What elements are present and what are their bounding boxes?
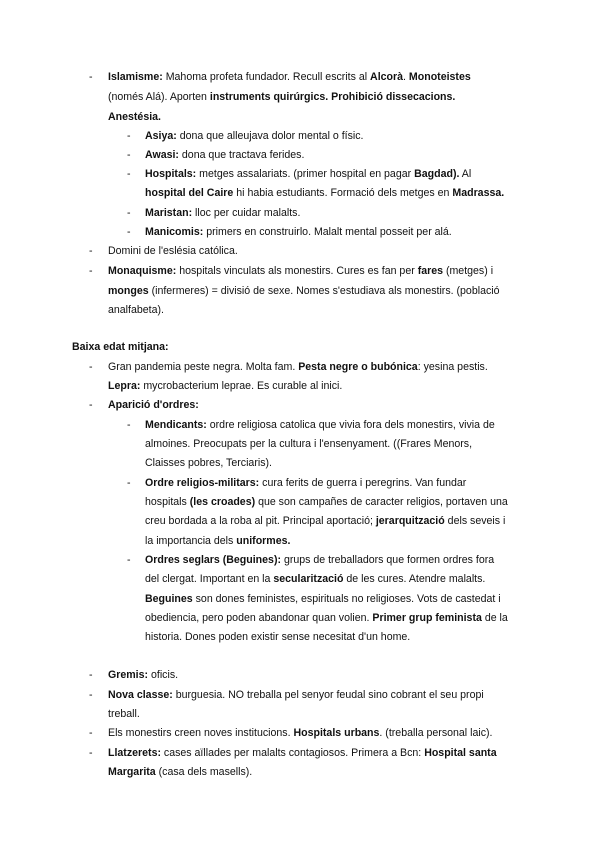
bullet-dash: - [89,399,93,411]
bullet-dash: - [127,168,131,180]
hospitals-line1: Hospitals: metges assalariats. (primer hospital en pagar Bagdad). Al [145,168,472,180]
peste-line1: Gran pandemia peste negra. Molta fam. Pesta negre o bubónica: yesina pestis. [108,361,488,373]
islamisme-line2: (només Alá). Aporten instruments quirúrgics. Prohibició dissecacions. [108,91,456,103]
section-heading: Baixa edat mitjana: [72,341,169,353]
seglars-line2: del clergat. Important en la secularització de les cures. Atendre malalts. [145,573,486,585]
nova-classe-line2: treball. [108,708,140,720]
bullet-dash: - [127,207,131,219]
bullet-dash: - [127,419,131,431]
llatzerets-line1: Llatzerets: cases aïllades per malalts contagiosos. Primera a Bcn: Hospital santa [108,747,497,759]
seglars-line5: historia. Dones poden existir sense necesitat d'un home. [145,631,411,643]
religios-militars-line2: hospitals (les croades) que son campañes de caracter religios, portaven una [145,496,508,508]
monaquisme-line3: analfabeta). [108,304,164,316]
hospitals-line2: hospital del Caire hi habia estudiants. Formació dels metges en Madrassa. [145,187,505,199]
seglars-line3: Beguines son dones feministes, espirituals no religioses. Vots de castedat i [145,593,501,605]
bullet-dash: - [89,669,93,681]
monaquisme-line1: Monaquisme: hospitals vinculats als monestirs. Cures es fan per fares (metges) i [108,265,494,277]
maristan-item: Maristan: lloc per cuidar malalts. [145,207,301,219]
monestirs-item: Els monestirs creen noves institucions. Hospitals urbans. (treballa personal laic). [108,727,493,739]
mendicants-line2: almoines. Preocupats per la cultura i l'ensenyament. ((Frares Menors, [145,438,473,450]
mendicants-line1: Mendicants: ordre religiosa catolica que vivia fora dels monestirs, vivia de [145,419,495,431]
llatzerets-line2: Margarita (casa dels masells). [108,766,253,778]
bullet-dash: - [89,747,93,759]
bullet-dash: - [89,265,93,277]
nova-classe-line1: Nova classe: burguesia. NO treballa pel senyor feudal sino cobrant el seu propi [108,689,484,701]
awasi-item: Awasi: dona que tractava ferides. [145,149,305,161]
ordres-heading: Aparició d'ordres: [108,399,199,411]
monaquisme-line2: monges (infermeres) = divisió de sexe. Nomes s'estudiava als monestirs. (població [108,285,500,297]
religios-militars-line4: la importancia dels uniformes. [145,535,291,547]
bullet-dash: - [127,130,131,142]
bullet-dash: - [127,226,131,238]
bullet-dash: - [89,727,93,739]
asiya-item: Asiya: dona que alleujava dolor mental o físic. [145,130,364,142]
bullet-dash: - [89,71,93,83]
bullet-dash: - [127,477,131,489]
seglars-line1: Ordres seglars (Beguines): grups de treballadors que formen ordres fora [145,554,495,566]
peste-line2: Lepra: mycrobacterium leprae. Es curable al inici. [108,380,343,392]
mendicants-line3: Claisses pobres, Terciaris). [145,457,272,469]
seglars-line4: obediencia, pero poden abandonar quan volien. Primer grup feminista de la [145,612,508,624]
religios-militars-line3: creu bordada a la roba al pit. Principal aportació; jerarquització dels seveis i [145,515,506,527]
bullet-dash: - [127,149,131,161]
manicomis-item: Manicomis: primers en construirlo. Malalt mental posseit per alá. [145,226,452,238]
religios-militars-line1: Ordre religios-militars: cura ferits de guerra i peregrins. Van fundar [145,477,467,489]
bullet-dash: - [89,689,93,701]
bullet-dash: - [89,361,93,373]
islamisme-line1: Islamisme: Mahoma profeta fundador. Recull escrits al Alcorà. Monoteistes [108,71,471,83]
gremis-item: Gremis: oficis. [108,669,179,681]
bullet-dash: - [127,554,131,566]
domini-item: Domini de l'eslésia católica. [108,245,238,257]
islamisme-line3: Anestésia. [108,111,161,123]
bullet-dash: - [89,245,93,257]
